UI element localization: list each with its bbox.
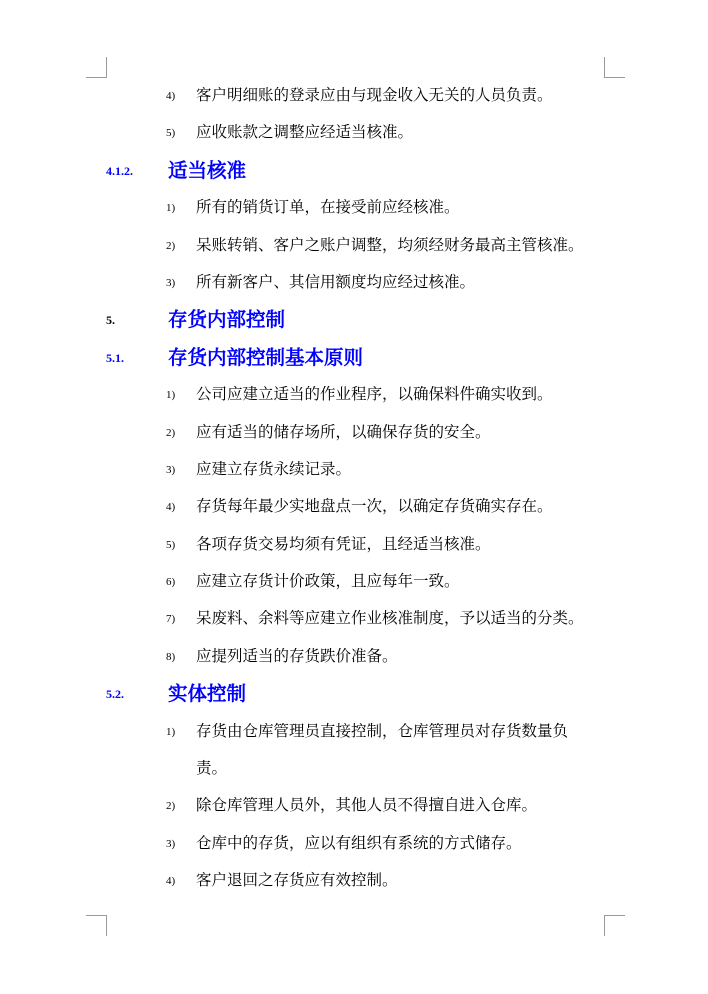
list-text: 应建立存货计价政策，且应每年一致。 — [196, 572, 460, 591]
list-text: 仓库中的存货，应以有组织有系统的方式储存。 — [196, 833, 522, 852]
list-item — [0, 862, 708, 899]
list-item — [0, 264, 708, 301]
list-text: 公司应建立适当的作业程序，以确保料件确实收到。 — [196, 385, 553, 404]
section-heading — [0, 339, 708, 376]
list-text: 存货每年最少实地盘点一次，以确定存货确实存在。 — [196, 497, 553, 516]
list-item — [0, 825, 708, 862]
list-item — [0, 713, 708, 750]
list-number: 1) — [166, 725, 176, 738]
list-item — [0, 526, 708, 563]
list-item — [0, 414, 708, 451]
list-text: 所有的销货订单，在接受前应经核准。 — [196, 198, 460, 217]
list-item — [0, 451, 708, 488]
list-item — [0, 638, 708, 675]
list-item — [0, 114, 708, 151]
list-number: 6) — [166, 576, 176, 589]
heading-number: 5. — [106, 313, 115, 328]
list-text: 呆废料、余料等应建立作业核准制度，予以适当的分类。 — [196, 609, 584, 628]
heading-text: 存货内部控制 — [168, 308, 286, 332]
heading-number: 5.2. — [106, 687, 124, 702]
document-body — [0, 77, 708, 900]
list-item — [0, 77, 708, 114]
list-item — [0, 600, 708, 637]
list-number: 5) — [166, 127, 176, 140]
list-number: 4) — [166, 501, 176, 514]
list-item — [0, 787, 708, 824]
heading-text: 适当核准 — [168, 158, 247, 182]
list-number: 2) — [166, 426, 176, 439]
list-text: 责。 — [196, 759, 228, 778]
list-number: 2) — [166, 239, 176, 252]
heading-text: 存货内部控制基本原则 — [168, 345, 364, 369]
heading-number: 5.1. — [106, 350, 124, 365]
list-number: 2) — [166, 800, 176, 813]
crop-mark-bottom-left — [86, 915, 107, 936]
heading-text: 实体控制 — [168, 682, 247, 706]
list-item — [0, 227, 708, 264]
list-text: 各项存货交易均须有凭证，且经适当核准。 — [196, 534, 491, 553]
list-number: 8) — [166, 650, 176, 663]
list-text: 呆账转销、客户之账户调整，均须经财务最高主管核准。 — [196, 235, 584, 254]
list-number: 4) — [166, 90, 176, 102]
list-number: 3) — [166, 463, 176, 476]
list-number: 3) — [166, 837, 176, 850]
list-number: 1) — [166, 202, 176, 215]
list-item — [0, 750, 708, 787]
list-item — [0, 376, 708, 413]
list-text: 应有适当的储存场所，以确保存货的安全。 — [196, 422, 491, 441]
list-text: 应提列适当的存货跌价准备。 — [196, 646, 398, 665]
list-text: 客户退回之存货应有效控制。 — [196, 871, 398, 890]
section-heading — [0, 152, 708, 189]
crop-mark-top-left — [86, 57, 107, 78]
crop-mark-bottom-right — [604, 915, 625, 936]
list-number: 5) — [166, 538, 176, 551]
list-text: 存货由仓库管理员直接控制，仓库管理员对存货数量负 — [196, 721, 569, 740]
section-heading — [0, 675, 708, 712]
list-number: 3) — [166, 276, 176, 289]
list-item — [0, 563, 708, 600]
section-heading — [0, 301, 708, 338]
list-item — [0, 189, 708, 226]
list-number: 4) — [166, 875, 176, 888]
heading-number: 4.1.2. — [106, 163, 133, 178]
list-number: 7) — [166, 613, 176, 626]
list-number: 1) — [166, 389, 176, 402]
list-text: 应建立存货永续记录。 — [196, 459, 352, 478]
list-text: 客户明细账的登录应由与现金收入无关的人员负责。 — [196, 86, 553, 104]
list-text: 应收账款之调整应经适当核准。 — [196, 123, 414, 142]
list-text: 除仓库管理人员外，其他人员不得擅自进入仓库。 — [196, 796, 538, 815]
list-text: 所有新客户、其信用额度均应经过核准。 — [196, 272, 476, 291]
crop-mark-top-right — [604, 57, 625, 78]
list-item — [0, 488, 708, 525]
